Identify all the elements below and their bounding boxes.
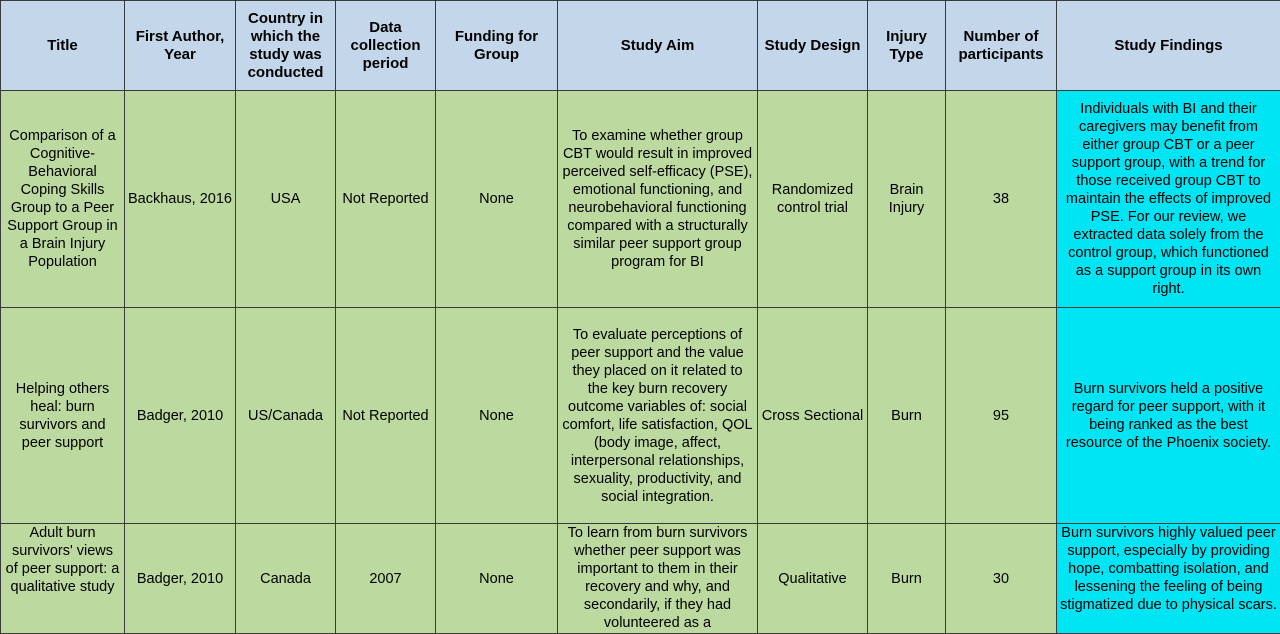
- cell-title: Adult burn survivors' views of peer support: a qualitative study: [1, 524, 125, 634]
- cell-period: 2007: [336, 524, 436, 634]
- cell-author: Badger, 2010: [125, 308, 236, 524]
- cell-title: Helping others heal: burn survivors and peer support: [1, 308, 125, 524]
- cell-country: Canada: [236, 524, 336, 634]
- cell-design: Cross Sectional: [758, 308, 868, 524]
- cell-country: US/Canada: [236, 308, 336, 524]
- cell-author: Badger, 2010: [125, 524, 236, 634]
- cell-country: USA: [236, 91, 336, 308]
- cell-title: Comparison of a Cognitive-Behavioral Coping Skills Group to a Peer Support Group in a Brain Injury Population: [1, 91, 125, 308]
- table-row: [1, 524, 1280, 634]
- table-row: [1, 91, 1280, 308]
- cell-participants: 30: [946, 524, 1057, 634]
- cell-design: Randomized control trial: [758, 91, 868, 308]
- cell-funding: None: [436, 91, 558, 308]
- cell-injury: Brain Injury: [868, 91, 946, 308]
- header-data-collection-period: Data collection period: [336, 1, 436, 91]
- cell-design: Qualitative: [758, 524, 868, 634]
- cell-findings: Individuals with BI and their caregivers may benefit from either group CBT or a peer support group, with a trend for those received group CBT to maintain the effects of improved PSE. For our review, we extracted data solely from the control group, which functioned as a support group in its own right.: [1057, 91, 1280, 308]
- cell-findings: Burn survivors highly valued peer support, especially by providing hope, combatting isolation, and lessening the feeling of being stigmatized due to physical scars.: [1057, 524, 1280, 634]
- cell-period: Not Reported: [336, 308, 436, 524]
- cell-period: Not Reported: [336, 91, 436, 308]
- header-row: [1, 1, 1280, 91]
- cell-author: Backhaus, 2016: [125, 91, 236, 308]
- cell-injury: Burn: [868, 308, 946, 524]
- cell-aim: To examine whether group CBT would result in improved perceived self-efficacy (PSE), emotional functioning, and neurobehavioral functioning compared with a structurally similar peer support group program for BI: [558, 91, 758, 308]
- cell-aim: To learn from burn survivors whether peer support was important to them in their recovery and why, and secondarily, if they had volunteered as a: [558, 524, 758, 634]
- header-study-design: Study Design: [758, 1, 868, 91]
- header-participants: Number of participants: [946, 1, 1057, 91]
- cell-aim: To evaluate perceptions of peer support and the value they placed on it related to the key burn recovery outcome variables of: social comfort, life satisfaction, QOL (body image, affect, interpersonal relationships, sexuality, productivity, and social integration.: [558, 308, 758, 524]
- cell-funding: None: [436, 308, 558, 524]
- cell-findings: Burn survivors held a positive regard for peer support, with it being ranked as the best resource of the Phoenix society.: [1057, 308, 1280, 524]
- header-funding: Funding for Group: [436, 1, 558, 91]
- header-study-findings: Study Findings: [1057, 1, 1280, 91]
- cell-funding: None: [436, 524, 558, 634]
- header-injury-type: Injury Type: [868, 1, 946, 91]
- cell-participants: 95: [946, 308, 1057, 524]
- cell-participants: 38: [946, 91, 1057, 308]
- header-country: Country in which the study was conducted: [236, 1, 336, 91]
- header-title: Title: [1, 1, 125, 91]
- header-study-aim: Study Aim: [558, 1, 758, 91]
- header-first-author-year: First Author, Year: [125, 1, 236, 91]
- table-row: [1, 308, 1280, 524]
- cell-injury: Burn: [868, 524, 946, 634]
